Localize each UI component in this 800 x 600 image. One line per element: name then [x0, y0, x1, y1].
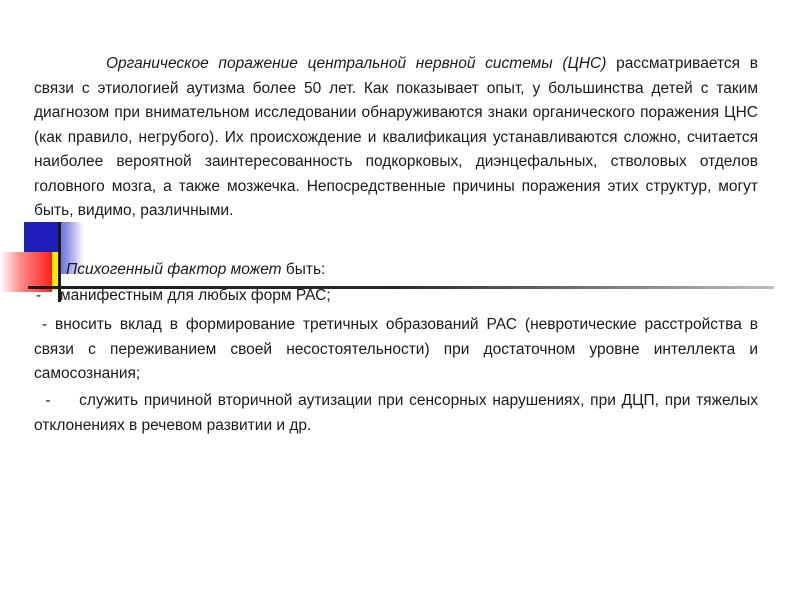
list-item-text: вносить вклад в формирование третичных образований РАС (невротические расстройства в связи с переживанием своей несостоятельности) при достаточном уровне интеллекта и самосознания; [34, 316, 758, 382]
paragraph-lead: Органическое поражение центральной нервной системы (ЦНС) [106, 55, 607, 72]
list-item-text: манифестным для любых форм РАС; [60, 287, 331, 304]
list-dash: - [34, 392, 63, 409]
paragraph-body: рассматривается в связи с этиологией аутизма более 50 лет. Как показывает опыт, у большинства детей с таким диагнозом при внимательном исследовании обнаруживаются знаки органического поражения ЦНС (как правило, негрубого). Их происхождение и квалификация устанавливаются сложно, считается наиболее вероятной заинтересованность подкорковых, диэнцефальных, стволовых отделов головного мозга, а также мозжечка. Непосредственные причины поражения этих структур, могут быть, видимо, различными. [34, 55, 758, 219]
psychogenic-lead: Психогенный фактор может [66, 261, 282, 278]
list-dash: - [36, 287, 42, 304]
list-item-manifest [36, 284, 331, 308]
decor-blue-square [24, 222, 58, 254]
list-item-text: служить причиной вторичной аутизации при сенсорных нарушениях, при ДЦП, при тяжелых отклонениях в речевом развитии и др. [34, 392, 763, 434]
list-item-secondary-autism [34, 389, 763, 438]
psychogenic-rest: быть: [281, 261, 326, 278]
paragraph-organic-lesion [34, 52, 758, 224]
psychogenic-heading [66, 258, 325, 282]
list-item-tertiary [34, 313, 758, 387]
list-dash: - [34, 316, 55, 333]
